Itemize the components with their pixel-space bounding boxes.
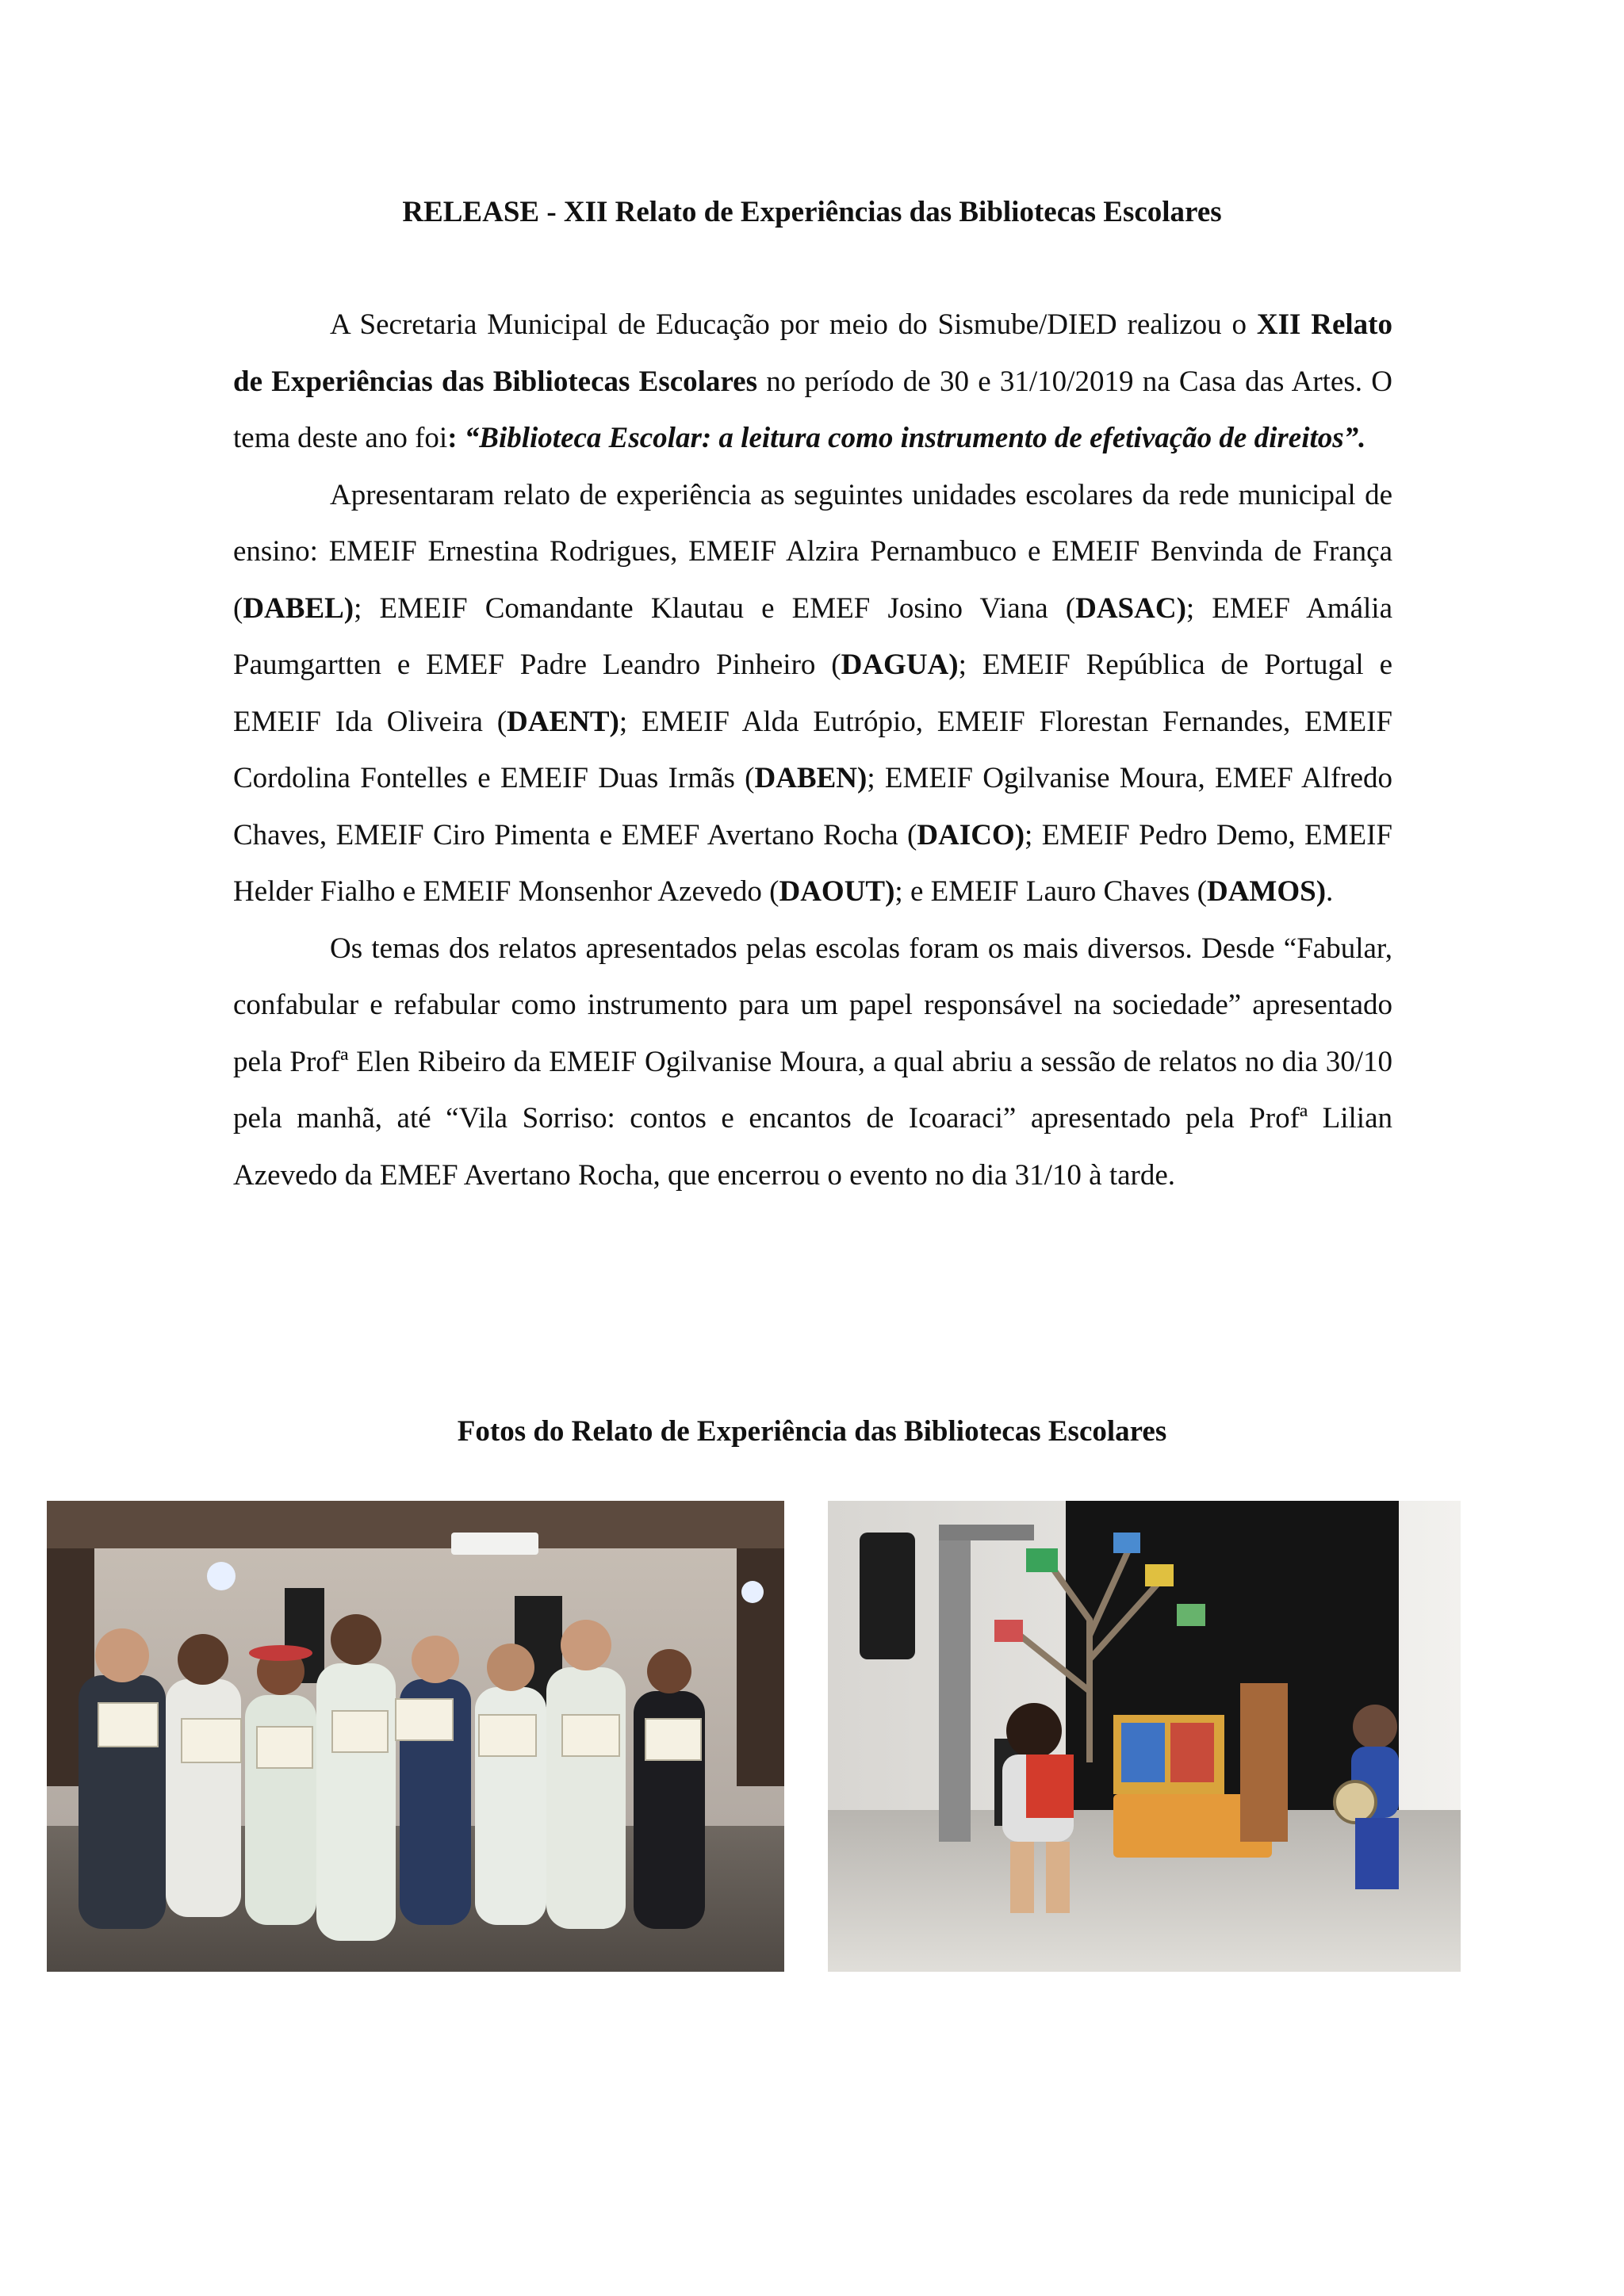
paragraph-event-summary: [233, 297, 1392, 467]
event-theme: “Biblioteca Escolar: a leitura como instrumento de efetivação de direitos”.: [464, 422, 1366, 454]
photo-scene-image: [828, 1501, 1461, 1972]
photo-certificates-group: [47, 1501, 784, 1972]
text-span: ; EMEIF Alda Eutrópio, EMEIF Florestan Fernandes, EMEIF Cordolina Fontelles e EMEIF Duas Irmãs (: [233, 705, 1392, 794]
text-span: Apresentaram relato de experiência as seguintes unidades escolares da rede municipal de ensino: EMEIF Ernestina Rodrigues, EMEIF Alzira Pernambuco e EMEIF Benvinda de França (: [233, 478, 1392, 625]
text-span: ; EMEF Amália Paumgartten e EMEF Padre Leandro Pinheiro (: [233, 591, 1392, 681]
text-span: A Secretaria Municipal de Educação por meio do Sismube/DIED realizou o: [330, 308, 1257, 341]
paragraph-schools: [233, 467, 1392, 920]
text-span: .: [1326, 875, 1334, 908]
photo-certificates-image: [47, 1501, 784, 1972]
photos-heading: Fotos do Relato de Experiência das Bibliotecas Escolares: [457, 1415, 1167, 1448]
text-span: ; EMEIF Pedro Demo, EMEIF Helder Fialho e EMEIF Monsenhor Azevedo (: [233, 818, 1392, 908]
district-code: DASAC): [1075, 591, 1186, 625]
photo-storytelling-scene: [828, 1501, 1461, 1972]
document-title: RELEASE - XII Relato de Experiências das Bibliotecas Escolares: [402, 196, 1222, 228]
district-code: DABEL): [243, 591, 354, 625]
district-code: DAGUA): [841, 649, 959, 681]
paragraph-themes: Os temas dos relatos apresentados pelas escolas foram os mais diversos. Desde “Fabular, confabular e refabular como instrumento para um papel responsável na sociedade” apresentado pela Profª Elen Ribeiro da EMEIF Ogilvanise Moura, a qual abriu a sessão de relatos no dia 30/10 pela manhã, até “Vila Sorriso: contos e encantos de Icoaraci” apresentado pela Profª Lilian Azevedo da EMEF Avertano Rocha, que encerrou o evento no dia 31/10 à tarde.: [233, 932, 1392, 1192]
text-span: ; EMEIF República de Portugal e EMEIF Ida Oliveira (: [233, 649, 1393, 738]
text-span: ; EMEIF Comandante Klautau e EMEF Josino Viana (: [354, 591, 1076, 625]
text-span: ; EMEIF Ogilvanise Moura, EMEF Alfredo Chaves, EMEIF Ciro Pimenta e EMEF Avertano Rocha (: [233, 762, 1393, 851]
text-span: no período de 30 e 31/10/2019 na Casa das Artes. O tema deste ano foi: [233, 365, 1392, 454]
text-span: ; e EMEIF Lauro Chaves (: [894, 875, 1207, 908]
document-body: [233, 297, 1392, 1203]
district-code: DABEN): [754, 762, 868, 794]
district-code: DAMOS): [1206, 875, 1327, 908]
district-code: DAOUT): [779, 875, 895, 908]
district-code: DAICO): [917, 818, 1025, 851]
district-code: DAENT): [507, 705, 619, 738]
bold-colon: :: [447, 422, 465, 454]
bold-event-name: XII Relato de Experiências das Bibliotecas Escolares: [233, 308, 1392, 398]
